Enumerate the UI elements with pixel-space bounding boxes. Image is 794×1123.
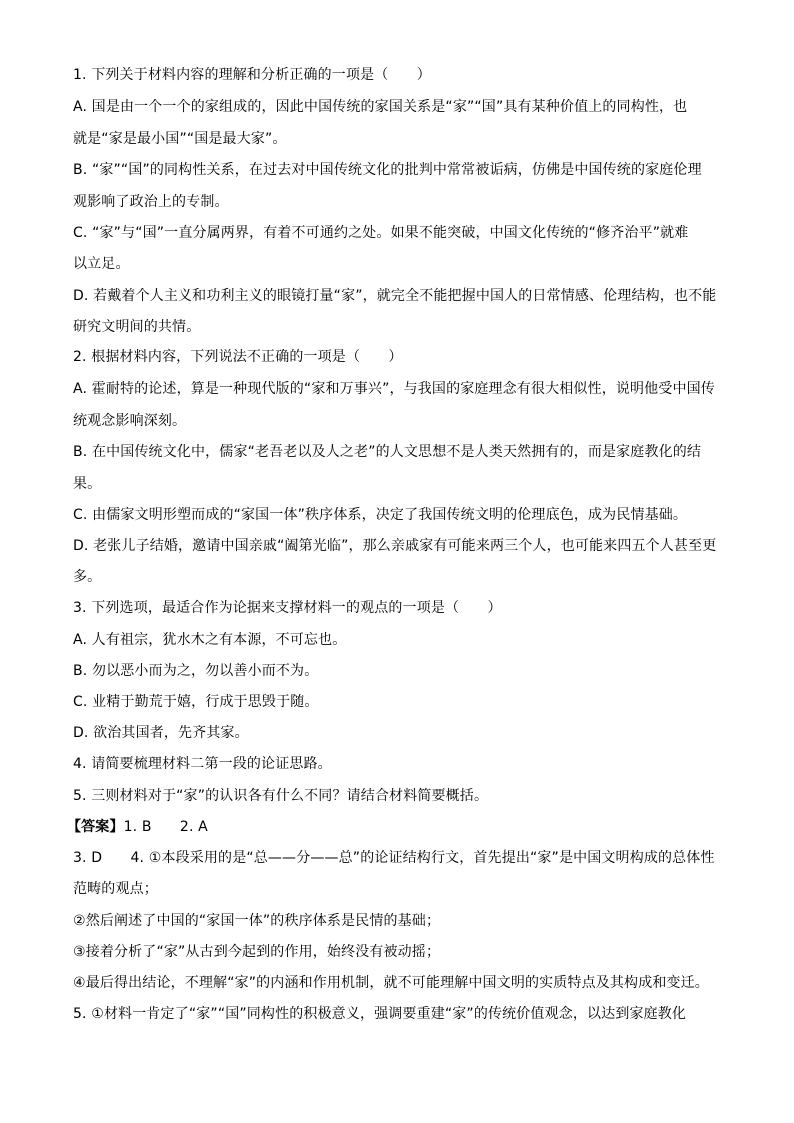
question-2-option-a-line-2: 统观念影响深刻。 bbox=[73, 413, 187, 429]
answer-line-1 bbox=[67, 818, 208, 836]
question-3-option-b: B. 勿以恶小而为之，勿以善小而不为。 bbox=[73, 663, 319, 679]
answer-line-3: 范畴的观点； bbox=[73, 881, 158, 897]
question-3-option-c: C. 业精于勤荒于嬉，行成于思毁于随。 bbox=[73, 694, 319, 710]
answer-line-7: 5. ①材料一肯定了“家”“国”同构性的积极意义，强调要重建“家”的传统价值观念，以达到家庭教化 bbox=[73, 1006, 687, 1022]
question-3-option-d: D. 欲治其国者，先齐其家。 bbox=[73, 725, 249, 741]
question-1-option-d-line-1: D. 若戴着个人主义和功利主义的眼镜打量“家”，就完全不能把握中国人的日常情感、伦理结构，也不能 bbox=[73, 288, 717, 304]
question-2-option-d-line-1: D. 老张儿子结婚，邀请中国亲戚“阖第光临”，那么亲戚家有可能来两三个人，也可能来四五个人甚至更 bbox=[73, 538, 717, 554]
answer-line-5: ③接着分析了“家”从古到今起到的作用，始终没有被动摇； bbox=[73, 944, 441, 960]
question-2-option-a-line-1: A. 霍耐特的论述，算是一种现代版的“家和万事兴”，与我国的家庭理念有很大相似性，说明他受中国传 bbox=[73, 381, 715, 397]
question-1-option-c-line-2: 以立足。 bbox=[73, 256, 130, 272]
question-2-option-b-line-1: B. 在中国传统文化中，儒家“老吾老以及人之老”的人文思想不是人类天然拥有的，而是家庭教化的结 bbox=[73, 444, 702, 460]
question-1-option-b-line-1: B. “家”“国”的同构性关系，在过去对中国传统文化的批判中常常被诟病，仿佛是中国传统的家庭伦理 bbox=[73, 162, 702, 178]
question-3-option-a: A. 人有祖宗，犹水木之有本源，不可忘也。 bbox=[73, 632, 347, 648]
question-5-stem: 5. 三则材料对于“家”的认识各有什么不同？请结合材料简要概括。 bbox=[73, 788, 489, 804]
question-1-option-b-line-2: 观影响了政治上的专制。 bbox=[73, 194, 229, 210]
answer-choices: 1. B 2. A bbox=[123, 819, 208, 835]
question-2-option-b-line-2: 果。 bbox=[73, 476, 102, 492]
question-1-option-d-line-2: 研究文明间的共情。 bbox=[73, 319, 201, 335]
question-4-stem: 4. 请简要梳理材料二第一段的论证思路。 bbox=[73, 756, 332, 772]
question-2-option-d-line-2: 多。 bbox=[73, 569, 102, 585]
question-1-stem: 1. 下列关于材料内容的理解和分析正确的一项是（ ） bbox=[73, 67, 431, 83]
question-1-option-c-line-1: C. “家”与“国”一直分属两界，有着不可通约之处。如果不能突破，中国文化传统的“修齐治平”就难 bbox=[73, 225, 689, 241]
question-2-stem: 2. 根据材料内容，下列说法不正确的一项是（ ） bbox=[73, 349, 403, 365]
answer-tag: 【答案】 bbox=[67, 819, 124, 835]
answer-line-4: ②然后阐述了中国的“家国一体”的秩序体系是民情的基础； bbox=[73, 913, 441, 929]
question-1-option-a-line-1: A. 国是由一个一个的家组成的，因此中国传统的家国关系是“家”“国”具有某种价值上的同构性，也 bbox=[73, 99, 688, 115]
answer-line-6: ④最后得出结论，不理解“家”的内涵和作用机制，就不可能理解中国文明的实质特点及其构成和变迁。 bbox=[73, 975, 709, 991]
question-3-stem: 3. 下列选项，最适合作为论据来支撑材料一的观点的一项是（ ） bbox=[73, 600, 502, 616]
question-2-option-c: C. 由儒家文明形塑而成的“家国一体”秩序体系，决定了我国传统文明的伦理底色，成为民情基础。 bbox=[73, 507, 688, 523]
answer-line-2: 3. D 4. ①本段采用的是“总——分——总”的论证结构行文，首先提出“家”是中国文明构成的总体性 bbox=[73, 850, 715, 866]
question-1-option-a-line-2: 就是“家是最小国”“国是最大家”。 bbox=[73, 131, 287, 147]
